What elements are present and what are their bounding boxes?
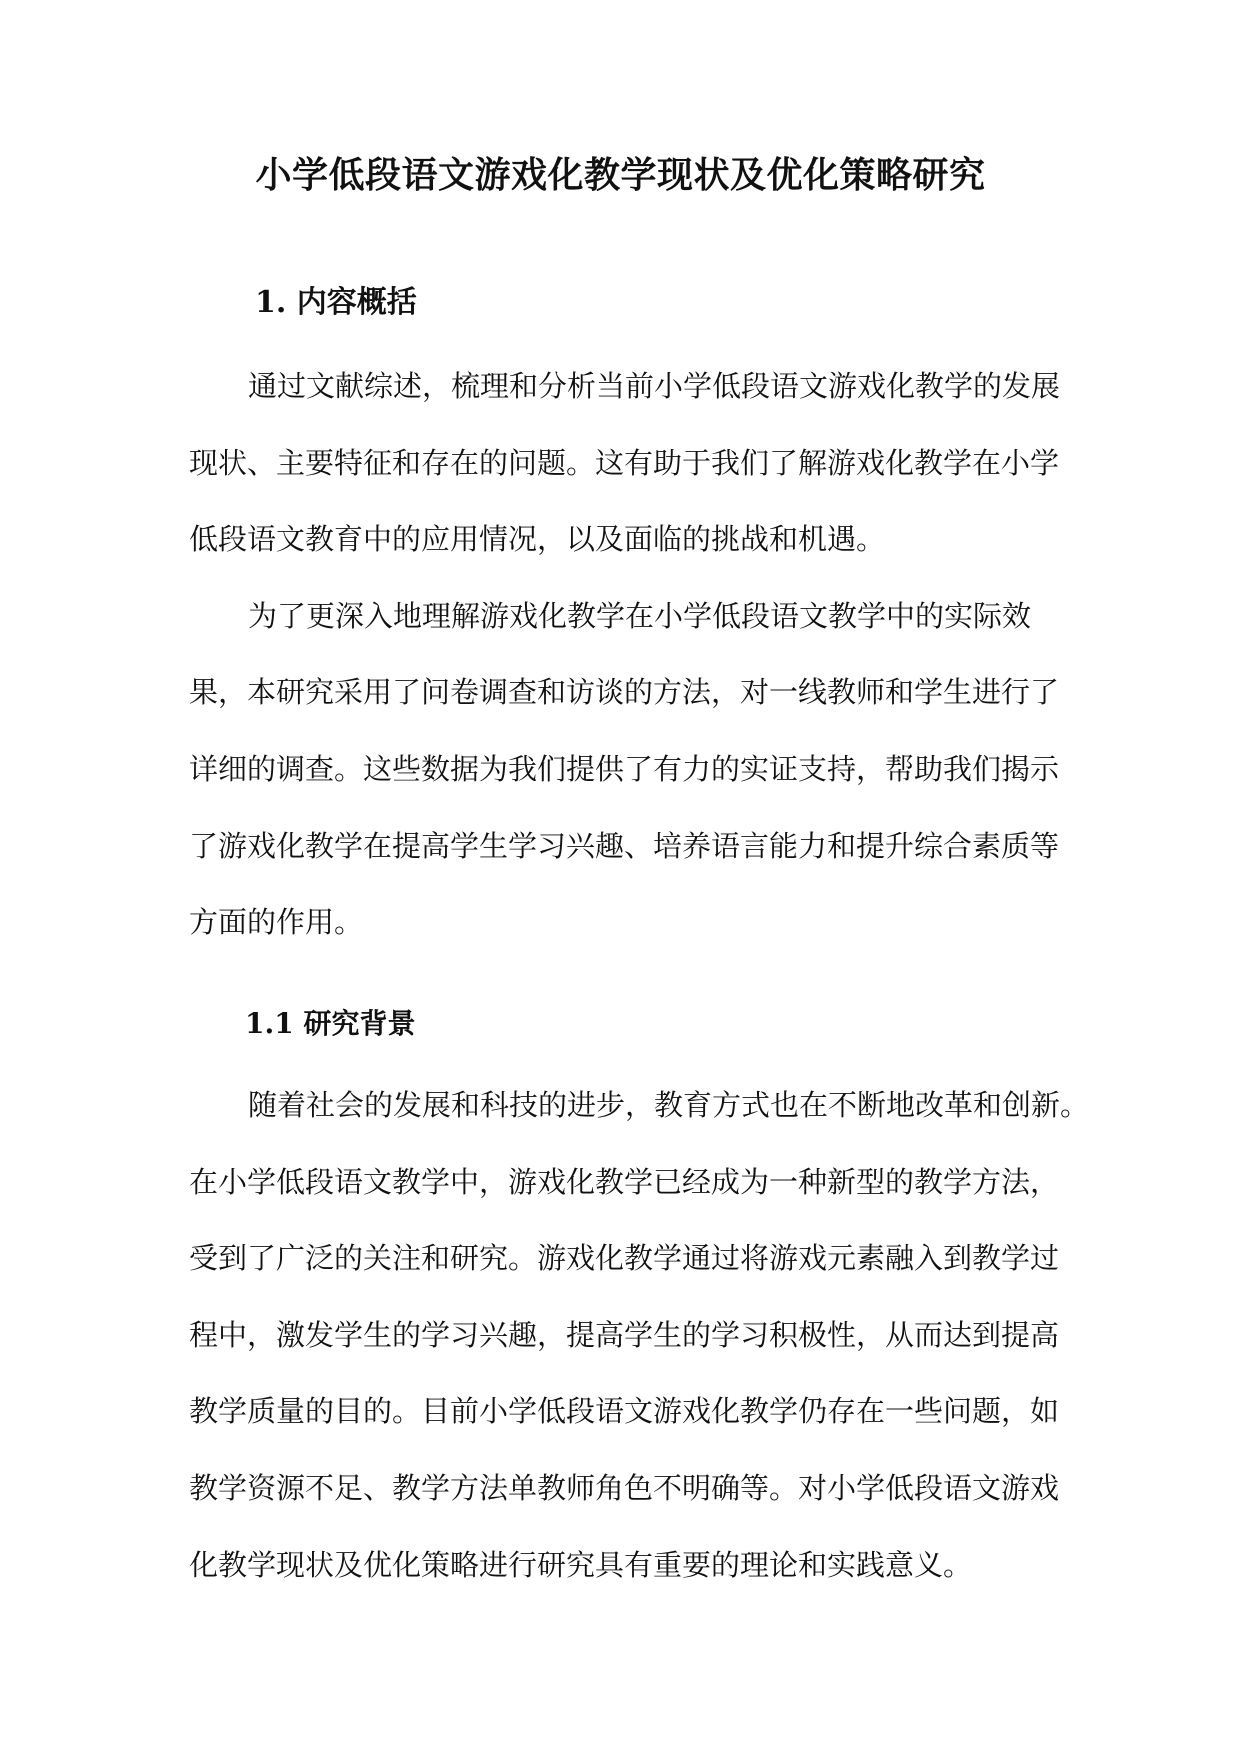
paragraph-line: 教学质量的目的。目前小学低段语文游戏化教学仍存在一些问题，如	[189, 1394, 1060, 1428]
paragraph-line: 低段语文教育中的应用情况，以及面临的挑战和机遇。	[189, 522, 886, 556]
paragraph-line: 现状、主要特征和存在的问题。这有助于我们了解游戏化教学在小学	[189, 446, 1060, 480]
section-heading-1-1: 1.1 研究背景	[245, 1007, 416, 1040]
paragraph-line: 化教学现状及优化策略进行研究具有重要的理论和实践意义。	[189, 1548, 973, 1582]
paragraph-line: 随着社会的发展和科技的进步，教育方式也在不断地改革和创新。	[248, 1088, 1090, 1122]
paragraph-line: 详细的调查。这些数据为我们提供了有力的实证支持，帮助我们揭示	[189, 752, 1060, 786]
section-heading-1: 1. 内容概括	[255, 285, 417, 320]
paragraph-line: 了游戏化教学在提高学生学习兴趣、培养语言能力和提升综合素质等	[189, 829, 1060, 863]
paragraph-line: 为了更深入地理解游戏化教学在小学低段语文教学中的实际效	[248, 599, 1032, 633]
paragraph-line: 通过文献综述，梳理和分析当前小学低段语文游戏化教学的发展	[248, 369, 1061, 403]
paragraph-line: 在小学低段语文教学中，游戏化教学已经成为一种新型的教学方法，	[189, 1165, 1060, 1199]
page-title: 小学低段语文游戏化教学现状及优化策略研究	[255, 154, 986, 196]
paragraph-line: 程中，激发学生的学习兴趣，提高学生的学习积极性，从而达到提高	[189, 1318, 1060, 1352]
paragraph-line: 教学资源不足、教学方法单教师角色不明确等。对小学低段语文游戏	[189, 1471, 1060, 1505]
paragraph-line: 方面的作用。	[189, 905, 364, 939]
paragraph-line: 受到了广泛的关注和研究。游戏化教学通过将游戏元素融入到教学过	[189, 1241, 1060, 1275]
paragraph-line: 果，本研究采用了问卷调查和访谈的方法，对一线教师和学生进行了	[189, 675, 1060, 709]
